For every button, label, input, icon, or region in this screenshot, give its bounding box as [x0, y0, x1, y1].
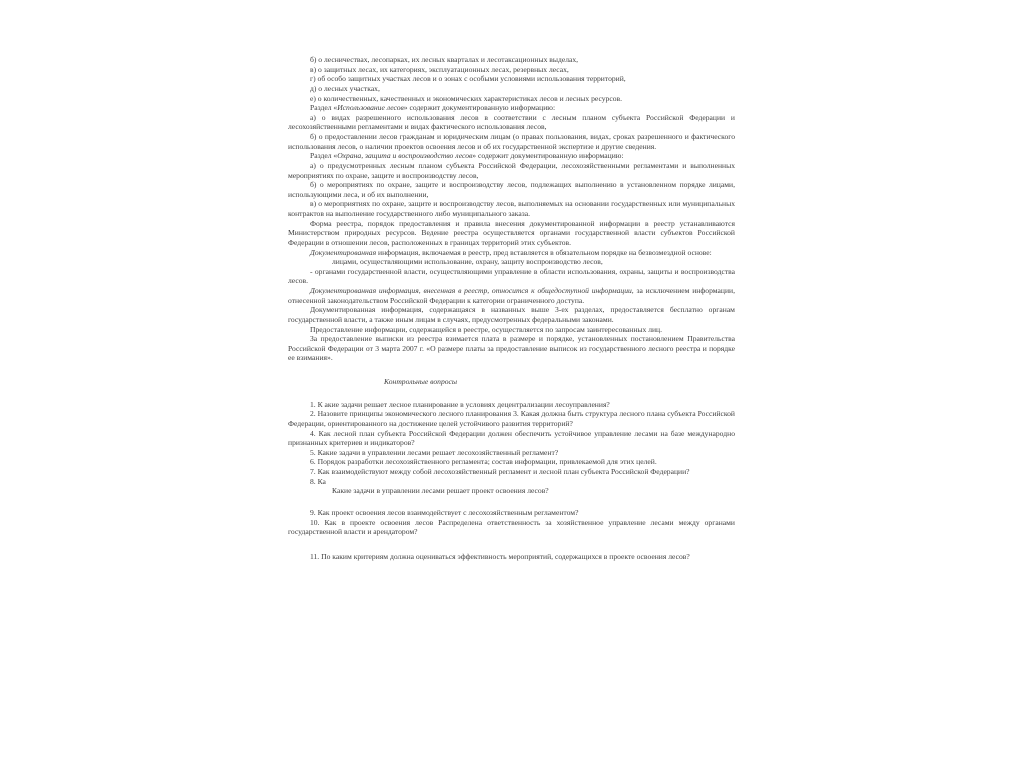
paragraph: б) о предоставлении лесов гражданам и юридическим лицам (о правах пользования, видах, сроках разрешенного и фактического использования лесов, о наличии проектов освоения лесов и об их государственной экспертизе и другие сведения. [288, 132, 735, 151]
list-item: в) о защитных лесах, их категориях, эксплуатационных лесах, резервных лесах, [310, 64, 569, 74]
document-text [288, 55, 735, 561]
question-item: 6. Порядок разработки лесохозяйственного регламента; состав информации, привлекаемой для этих целей. [310, 457, 657, 467]
question-item: 1. К акие задачи решает лесное планирование в условиях децентрализации лесоуправления? [310, 399, 610, 409]
paragraph: а) о видах разрешенного использования лесов в соответствии с лесным планом субъекта Российской Федерации и лесохозяйственными регламентами и видах фактического использования лесов, [288, 112, 735, 132]
question-item: 8. Ка [310, 476, 326, 486]
paragraph: Форма реестра, порядок предоставления и правила внесения документированной информации в реестр устанавливаются Министерством природных ресурсов. Ведение реестра осуществляется органами государственной власти субъектов Российской Федерации в отношении лесов, расположенных в границах территорий этих субъектов. [288, 218, 735, 247]
question-item: 2. Назовите принципы экономического лесного планирования 3. Какая должна быть структура лесного плана субъекта Российской Федерации, ориентированного на достижение целей устойчивого развития территорий? [288, 409, 735, 428]
italic-term: Документированная [310, 247, 377, 257]
text-run: » содержит документированную информацию: [472, 151, 624, 161]
text-run: Раздел « [310, 151, 338, 161]
question-item: 9. Как проект освоения лесов взаимодействует с лесохозяйственным регламентом? [310, 507, 579, 517]
paragraph [288, 286, 735, 305]
list-item: д) о лесных участках, [310, 83, 380, 93]
list-item: е) о количественных, качественных и экономических характеристиках лесов и лесных ресурсов. [310, 93, 622, 103]
paragraph: Документированная информация, содержащаяся в названных выше 3-ех разделах, предоставляется бесплатно органам государственной власти, а также иным лицам в случаях, предусмотренных федеральными законами. [288, 305, 735, 324]
section-name-italic: Использование лесов [337, 103, 404, 113]
question-item: 10. Как в проекте освоения лесов Распределена ответственность за хозяйственное управление лесами между органами государственной власти и арендатором? [288, 517, 735, 537]
paragraph [288, 248, 735, 258]
question-item: 7. Как взаимодействуют между собой лесохозяйственный регламент и лесной план субъекта Российской Федерации? [310, 467, 690, 476]
paragraph: Предоставление информации, содержащейся в реестре, осуществляется по запросам заинтересованных лиц. [310, 324, 663, 334]
list-item: г) об особо защитных участках лесов и о зонах с особыми условиями использования территорий, [310, 74, 626, 84]
section-intro-usage [288, 103, 735, 113]
list-item: лицами, осуществляющими использование, охрану, защиту воспроизводство лесов, [332, 257, 603, 267]
paragraph: За предоставление выписки из реестра взимается плата в размере и порядке, установленных постановлением Правительства Российской Федерации от 3 марта 2007 г. «О размере платы за предоставление выписок из государственного лесного реестра и порядке ее взимания». [288, 334, 735, 363]
questions-heading: Контрольные вопросы [384, 377, 458, 386]
text-run: Раздел « [310, 103, 338, 113]
question-item: 4. Как лесной план субъекта Российской Федерации должен обеспечить устойчивое управление лесами на базе международно признанных критериев и индикаторов? [288, 428, 735, 448]
text-run: информация, включаемая в реестр, пред вставляется в обязательном порядке на безвозмездной основе: [376, 247, 712, 257]
text-run: » содержит документированную информацию: [403, 103, 556, 113]
list-item: б) о лесничествах, лесопарках, их лесных кварталах и лесотаксационных выделах, [310, 55, 579, 64]
question-item: 11. По каким критериям должна оцениваться эффективность мероприятий, содержащихся в проекте освоения лесов? [310, 551, 690, 561]
text-run: за исключением информации, отнесенной законодательством Российской Федерации к категории ограниченного доступа. [288, 286, 735, 305]
paragraph: а) о предусмотренных лесным планом субъекта Российской Федерации, лесохозяйственными регламентами и выполненных мероприятиях по охране, защите и воспроизводству лесов, [288, 160, 735, 180]
list-item: - органами государственной власти, осуществляющими управление в области использования, охраны, защиты и воспроизводства лесов. [288, 266, 735, 286]
paragraph: в) о мероприятиях по охране, защите и воспроизводству лесов, выполняемых на основании государственных или муниципальных контрактов на выполнение государственного либо муниципального заказа. [288, 199, 735, 218]
question-item: Какие задачи в управлении лесами решает проект освоения лесов? [332, 486, 549, 496]
italic-statement: Документированная информация, внесенная в реестр, относится к общедоступной информации, [310, 286, 634, 295]
section-name-italic: Охрана, защита и воспроизводство лесов [337, 151, 473, 161]
question-item: 5. Какие задачи в управлении лесами решает лесохозяйственный регламент? [310, 447, 559, 457]
paragraph: б) о мероприятиях по охране, защите и воспроизводству лесов, подлежащих выполнению в установленном порядке лицами, использующими леса, и об их выполнении, [288, 180, 735, 199]
section-intro-protection [288, 151, 735, 161]
